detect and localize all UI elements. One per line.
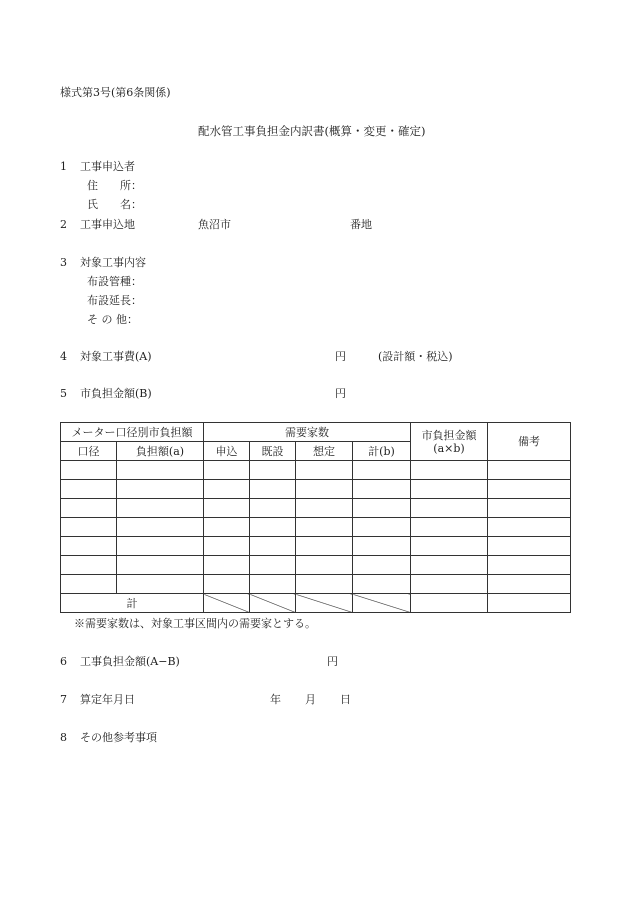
city-burden-label: 市負担金額(B) xyxy=(80,387,152,400)
calc-date-year: 年 xyxy=(270,693,281,706)
cell-assumed xyxy=(296,575,353,594)
section-6-number: 6 xyxy=(60,655,67,668)
cell-remarks xyxy=(488,480,571,499)
cell-assumed xyxy=(296,499,353,518)
cell-total-b xyxy=(353,499,411,518)
table-row xyxy=(61,575,571,594)
cell-city-burden xyxy=(411,556,488,575)
cell-total-b xyxy=(353,537,411,556)
cell-remarks xyxy=(488,499,571,518)
cell-diameter xyxy=(61,556,117,575)
cell-burden-a xyxy=(117,480,204,499)
cell-burden-a xyxy=(117,499,204,518)
cell-applied xyxy=(204,480,250,499)
cell-applied xyxy=(204,518,250,537)
construction-cost-note: (設計額・税込) xyxy=(378,350,453,363)
total-row xyxy=(61,594,571,613)
header-remarks: 備考 xyxy=(488,423,571,461)
applicant-burden-yen: 円 xyxy=(327,655,338,668)
cell-city-burden xyxy=(411,480,488,499)
section-4-number: 4 xyxy=(60,350,67,363)
cell-applied xyxy=(204,537,250,556)
total-b-slashed-cell xyxy=(353,594,411,613)
table-row xyxy=(61,518,571,537)
header-burden-a: 負担額(a) xyxy=(117,442,204,461)
form-reference: 様式第3号(第6条関係) xyxy=(60,86,171,99)
cell-city-burden xyxy=(411,575,488,594)
total-label: 計 xyxy=(61,594,204,613)
cell-assumed xyxy=(296,480,353,499)
pipe-length-label: 布設延長： xyxy=(87,294,142,307)
work-content-label: 対象工事内容 xyxy=(80,256,146,269)
total-applied-slashed-cell xyxy=(204,594,250,613)
site-banchi: 番地 xyxy=(350,218,372,231)
calc-date-label: 算定年月日 xyxy=(80,693,135,706)
cell-assumed xyxy=(296,537,353,556)
construction-cost-yen: 円 xyxy=(335,350,346,363)
cell-existing xyxy=(250,499,296,518)
cell-diameter xyxy=(61,537,117,556)
header-meter-burden: メーター口径別市負担額 xyxy=(61,423,204,442)
table-row xyxy=(61,480,571,499)
cell-remarks xyxy=(488,556,571,575)
cell-burden-a xyxy=(117,556,204,575)
cell-assumed xyxy=(296,556,353,575)
cell-city-burden xyxy=(411,537,488,556)
cell-assumed xyxy=(296,518,353,537)
header-assumed: 想定 xyxy=(296,442,353,461)
section-5-number: 5 xyxy=(60,387,67,400)
calc-date-month: 月 xyxy=(305,693,316,706)
cell-applied xyxy=(204,556,250,575)
other-label: そ の 他： xyxy=(87,313,138,326)
construction-cost-label: 対象工事費(A) xyxy=(80,350,152,363)
cell-existing xyxy=(250,575,296,594)
address-label: 住 所： xyxy=(87,179,142,192)
cell-burden-a xyxy=(117,575,204,594)
cell-total-b xyxy=(353,480,411,499)
cell-assumed xyxy=(296,461,353,480)
cell-existing xyxy=(250,480,296,499)
calc-date-day: 日 xyxy=(340,693,351,706)
cell-remarks xyxy=(488,537,571,556)
cell-city-burden xyxy=(411,518,488,537)
table-row xyxy=(61,556,571,575)
cell-city-burden xyxy=(411,499,488,518)
cell-applied xyxy=(204,575,250,594)
header-diameter: 口径 xyxy=(61,442,117,461)
table-note: ※需要家数は、対象工事区間内の需要家とする。 xyxy=(74,617,316,630)
site-city: 魚沼市 xyxy=(198,218,231,231)
cell-burden-a xyxy=(117,518,204,537)
cell-city-burden xyxy=(411,461,488,480)
total-remarks xyxy=(488,594,571,613)
header-demand-count: 需要家数 xyxy=(204,423,411,442)
cell-burden-a xyxy=(117,537,204,556)
cell-total-b xyxy=(353,518,411,537)
section-3-number: 3 xyxy=(60,256,67,269)
cell-diameter xyxy=(61,461,117,480)
section-1-number: 1 xyxy=(60,160,67,173)
cell-burden-a xyxy=(117,461,204,480)
table-row xyxy=(61,461,571,480)
cell-applied xyxy=(204,461,250,480)
cell-diameter xyxy=(61,518,117,537)
cell-remarks xyxy=(488,518,571,537)
applicant-burden-label: 工事負担金額(A−B) xyxy=(80,655,180,668)
cell-existing xyxy=(250,537,296,556)
header-city-burden: 市負担金額(a×b) xyxy=(411,423,488,461)
other-reference-label: その他参考事項 xyxy=(80,731,157,744)
site-label: 工事申込地 xyxy=(80,218,135,231)
table-row xyxy=(61,499,571,518)
document-title: 配水管工事負担金内訳書(概算・変更・確定) xyxy=(198,124,426,138)
table-row xyxy=(61,537,571,556)
cell-existing xyxy=(250,556,296,575)
section-8-number: 8 xyxy=(60,731,67,744)
total-assumed-slashed-cell xyxy=(296,594,353,613)
cell-total-b xyxy=(353,461,411,480)
section-7-number: 7 xyxy=(60,693,67,706)
total-city-burden xyxy=(411,594,488,613)
header-applied: 申込 xyxy=(204,442,250,461)
cell-diameter xyxy=(61,499,117,518)
cell-applied xyxy=(204,499,250,518)
section-2-number: 2 xyxy=(60,218,67,231)
cell-diameter xyxy=(61,480,117,499)
applicant-label: 工事申込者 xyxy=(80,160,135,173)
total-existing-slashed-cell xyxy=(250,594,296,613)
name-label: 氏 名： xyxy=(87,198,142,211)
city-burden-yen: 円 xyxy=(335,387,346,400)
cell-existing xyxy=(250,461,296,480)
header-existing: 既設 xyxy=(250,442,296,461)
header-total-b: 計(b) xyxy=(353,442,411,461)
cell-total-b xyxy=(353,556,411,575)
burden-table xyxy=(60,422,571,613)
cell-diameter xyxy=(61,575,117,594)
cell-remarks xyxy=(488,461,571,480)
cell-remarks xyxy=(488,575,571,594)
pipe-type-label: 布設管種： xyxy=(87,275,142,288)
cell-existing xyxy=(250,518,296,537)
cell-total-b xyxy=(353,575,411,594)
